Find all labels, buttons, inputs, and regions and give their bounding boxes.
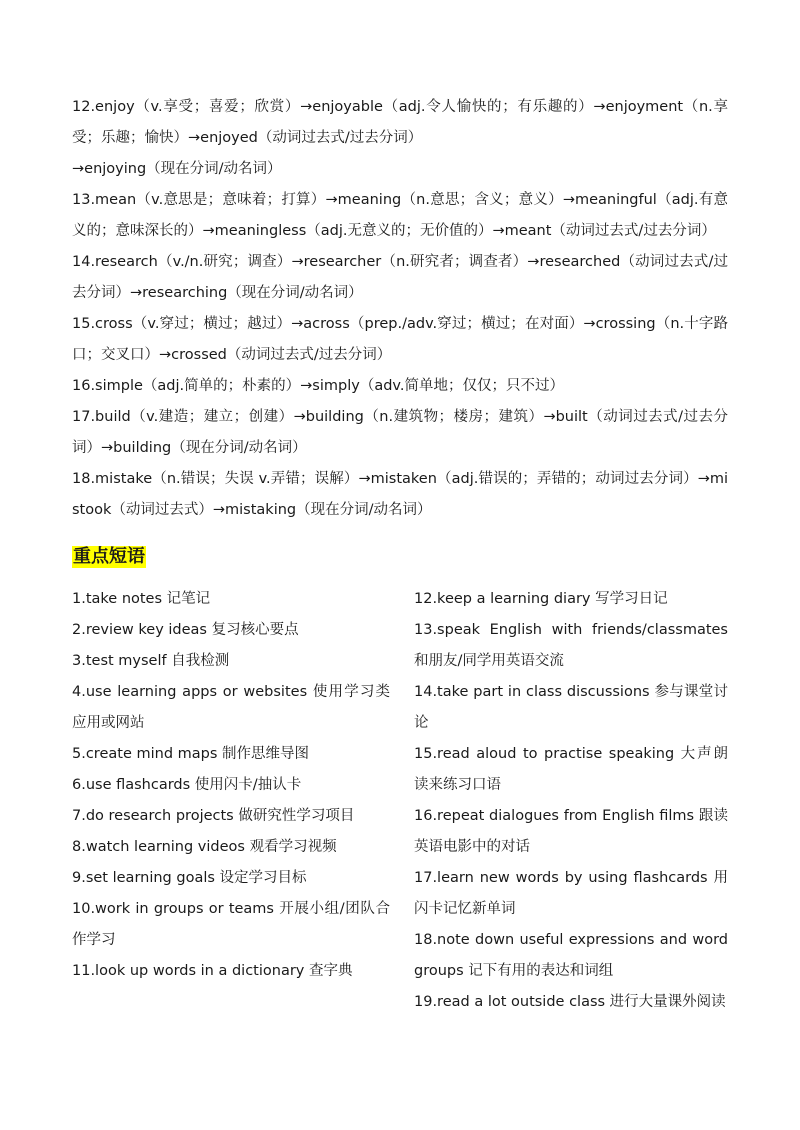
phrase-item: 4.use learning apps or websites 使用学习类应用或网站 (72, 684, 390, 731)
phrase-item: 18.note down useful expressions and word groups 记下有用的表达和词组 (414, 932, 728, 979)
phrase-item: 11.look up words in a dictionary 查字典 (72, 963, 353, 979)
phrase-item: 9.set learning goals 设定学习目标 (72, 870, 307, 886)
phrase-column-left (72, 584, 390, 1018)
phrase-item: 3.test myself 自我检测 (72, 653, 230, 669)
section-title: 重点短语 (73, 546, 145, 567)
word-entry-enjoy-continued: →enjoying（现在分词/动名词） (72, 161, 282, 177)
phrase-item: 8.watch learning videos 观看学习视频 (72, 839, 337, 855)
phrase-item: 7.do research projects 做研究性学习项目 (72, 808, 355, 824)
word-entry-build: 17.build（v.建造；建立；创建）→building（n.建筑物；楼房；建筑）→built（动词过去式/过去分词）→building（现在分词/动名词） (72, 409, 728, 456)
phrase-item: 2.review key ideas 复习核心要点 (72, 622, 299, 638)
phrase-item: 17.learn new words by using flashcards 用闪卡记忆新单词 (414, 870, 728, 917)
phrase-column-right (414, 584, 728, 1018)
phrase-item: 13.speak English with friends/classmates 和朋友/同学用英语交流 (414, 622, 728, 669)
word-entry-cross: 15.cross（v.穿过；横过；越过）→across（prep./adv.穿过；横过；在对面）→crossing（n.十字路口；交叉口）→crossed（动词过去式/过去分词） (72, 316, 728, 363)
phrase-item: 16.repeat dialogues from English films 跟读英语电影中的对话 (414, 808, 728, 855)
phrase-item: 14.take part in class discussions 参与课堂讨论 (414, 684, 728, 731)
phrase-item: 12.keep a learning diary 写学习日记 (414, 591, 668, 607)
word-entry-simple: 16.simple（adj.简单的；朴素的）→simply（adv.简单地；仅仅；只不过） (72, 378, 564, 394)
phrase-item: 6.use flashcards 使用闪卡/抽认卡 (72, 777, 302, 793)
phrase-item: 5.create mind maps 制作思维导图 (72, 746, 310, 762)
section-heading (72, 540, 728, 574)
word-family-list (72, 92, 728, 526)
word-entry-mistake: 18.mistake（n.错误；失误 v.弄错；误解）→mistaken（adj.错误的；弄错的；动词过去分词）→mistook（动词过去式）→mistaking（现在分词/动名词） (72, 471, 728, 518)
phrase-columns (72, 584, 728, 1018)
phrase-item: 1.take notes 记笔记 (72, 591, 211, 607)
word-entry-mean: 13.mean（v.意思是；意味着；打算）→meaning（n.意思；含义；意义）→meaningful（adj.有意义的；意味深长的）→meaningless（adj.无意义的；无价值的）→meant（动词过去式/过去分词） (72, 192, 728, 239)
phrase-item: 15.read aloud to practise speaking 大声朗读来练习口语 (414, 746, 728, 793)
document-page (72, 92, 728, 1018)
phrase-item: 10.work in groups or teams 开展小组/团队合作学习 (72, 901, 390, 948)
word-entry-enjoy: 12.enjoy（v.享受；喜爱；欣赏）→enjoyable（adj.令人愉快的；有乐趣的）→enjoyment（n.享受；乐趣；愉快）→enjoyed（动词过去式/过去分词） (72, 99, 728, 146)
word-entry-research: 14.research（v./n.研究；调查）→researcher（n.研究者；调查者）→researched（动词过去式/过去分词）→researching（现在分词/动名词） (72, 254, 728, 301)
phrase-item: 19.read a lot outside class 进行大量课外阅读 (414, 994, 726, 1010)
